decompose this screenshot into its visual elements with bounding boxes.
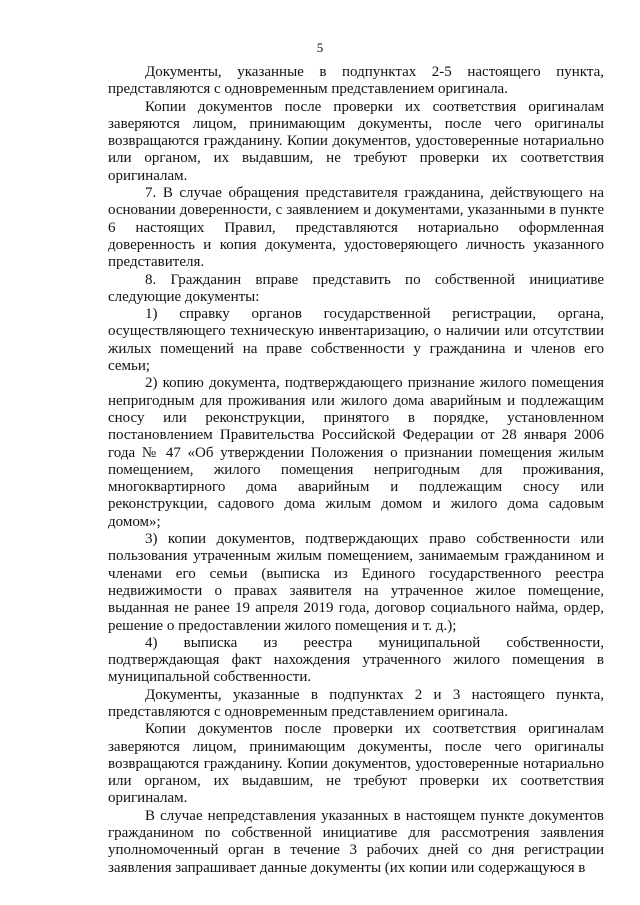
- paragraph: Копии документов после проверки их соответствия оригиналам заверяются лицом, принимающим документы, после чего оригиналы возвращаются гражданину. Копии документов, удостоверенные нотариально или органом, их выдавшим, не требуют проверки их соответствия оригиналам.: [108, 98, 604, 184]
- paragraph: 1) справку органов государственной регистрации, органа, осуществляющего техническую инвентаризацию, о наличии или отсутствии жилых помещений на праве собственности у гражданина и членов его семьи;: [108, 306, 604, 375]
- paragraph: 4) выписка из реестра муниципальной собственности, подтверждающая факт нахождения утраченного жилого помещения в муниципальной собственности.: [108, 634, 604, 686]
- paragraph: 2) копию документа, подтверждающего признание жилого помещения непригодным для проживания или жилого дома аварийным и подлежащим сносу или реконструкции, принятого в порядке, установленном постановлением Правительства Российской Федерации от 28 января 2006 года № 47 «Об утверждении Положения о признании помещения жилым помещением, жилого помещения непригодным для проживания, многоквартирного дома аварийным и подлежащим сносу или реконструкции, садового дома жилым домом и жилого дома садовым домом»;: [108, 375, 604, 530]
- document-body: [108, 64, 604, 877]
- paragraph: Документы, указанные в подпунктах 2-5 настоящего пункта, представляются с одновременным представлением оригинала.: [108, 64, 604, 98]
- paragraph: В случае непредставления указанных в настоящем пункте документов гражданином по собственной инициативе для рассмотрения заявления уполномоченный орган в течение 3 рабочих дней со дня регистрации заявления запрашивает данные документы (их копии или содержащуюся в: [108, 807, 604, 876]
- paragraph: Копии документов после проверки их соответствия оригиналам заверяются лицом, принимающим документы, после чего оригиналы возвращаются гражданину. Копии документов, удостоверенные нотариально или органом, их выдавшим, не требуют проверки их соответствия оригиналам.: [108, 721, 604, 807]
- paragraph: 8. Гражданин вправе представить по собственной инициативе следующие документы:: [108, 271, 604, 305]
- paragraph: 7. В случае обращения представителя гражданина, действующего на основании доверенности, с заявлением и документами, указанными в пункте 6 настоящих Правил, представляются нотариально оформленная доверенность и копия документа, удостоверяющего личность указанного представителя.: [108, 185, 604, 271]
- paragraph: 3) копии документов, подтверждающих право собственности или пользования утраченным жилым помещением, занимаемым гражданином и членами его семьи (выписка из Единого государственного реестра недвижимости о правах заявителя на утраченное жилое помещение, выданная не ранее 19 апреля 2019 года, договор социального найма, ордер, решение о предоставлении жилого помещения и т. д.);: [108, 531, 604, 634]
- paragraph: Документы, указанные в подпунктах 2 и 3 настоящего пункта, представляются с одновременным представлением оригинала.: [108, 686, 604, 720]
- page-number: 5: [316, 40, 324, 55]
